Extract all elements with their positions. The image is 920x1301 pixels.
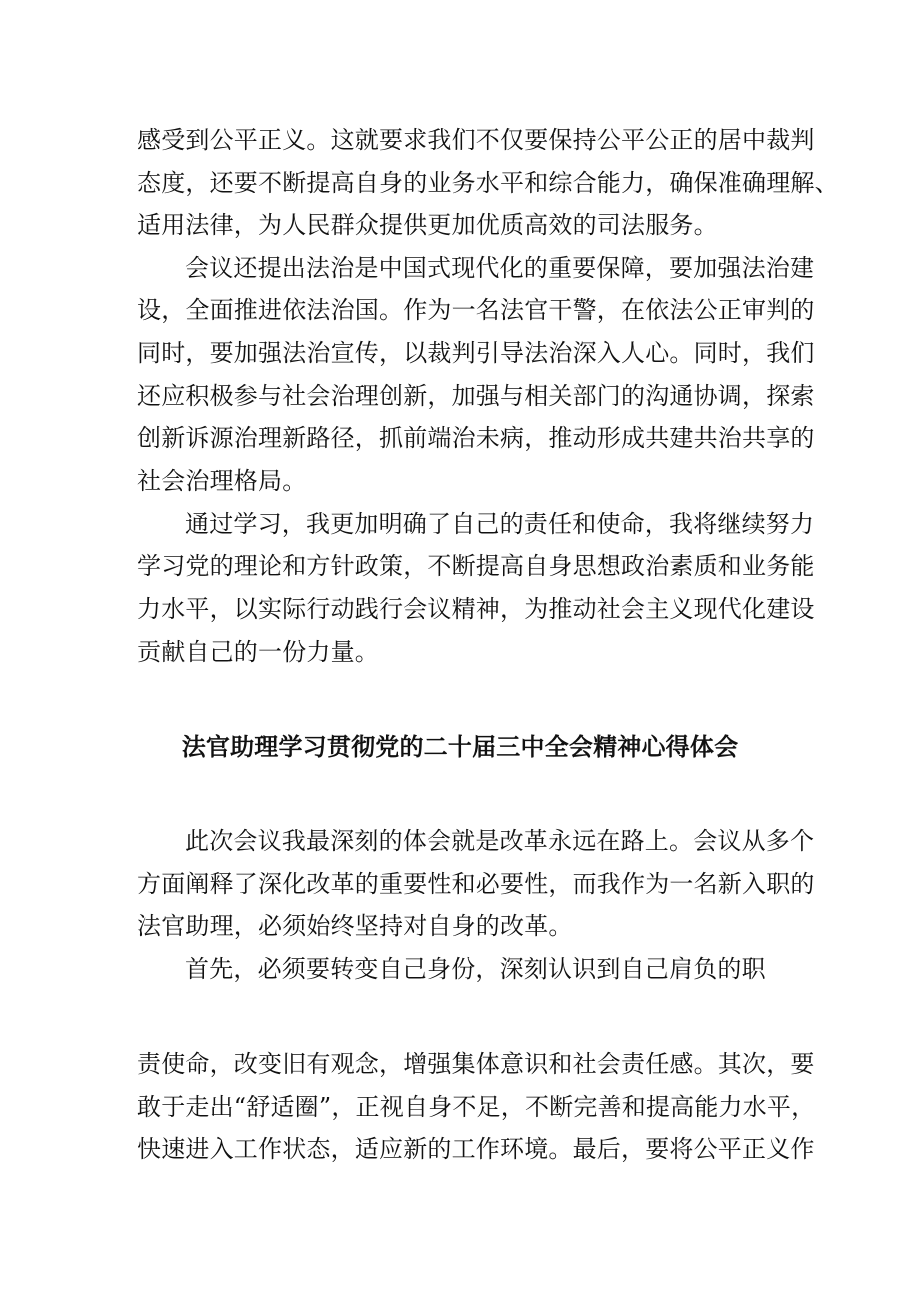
text-line: 学习党的理论和方针政策，不断提高自身思想政治素质和业务能 xyxy=(137,552,815,580)
text-line: 方面阐释了深化改革的重要性和必要性，而我作为一名新入职的 xyxy=(137,870,815,898)
text-line: 同时，要加强法治宣传，以裁判引导法治深入人心。同时，我们 xyxy=(137,339,815,367)
text-line: 感受到公平正义。这就要求我们不仅要保持公平公正的居中裁判 xyxy=(137,126,815,154)
section-title: 法官助理学习贯彻党的二十届三中全会精神心得体会 xyxy=(181,732,739,761)
text-line: 贡献自己的一份力量。 xyxy=(137,638,379,666)
text-line: 态度，还要不断提高自身的业务水平和综合能力，确保准确理解、 xyxy=(137,169,839,197)
text-line: 会议还提出法治是中国式现代化的重要保障，要加强法治建 xyxy=(185,254,815,282)
text-line: 法官助理，必须始终坚持对自身的改革。 xyxy=(137,912,573,940)
text-line: 社会治理格局。 xyxy=(137,467,307,495)
text-line: 此次会议我最深刻的体会就是改革永远在路上。会议从多个 xyxy=(185,827,815,855)
text-line: 首先，必须要转变自己身份，深刻认识到自己肩负的职 xyxy=(185,955,766,983)
text-line: 还应积极参与社会治理创新，加强与相关部门的沟通协调，探索 xyxy=(137,382,815,410)
text-line: 通过学习，我更加明确了自己的责任和使命，我将继续努力 xyxy=(185,510,815,538)
text-line: 适用法律，为人民群众提供更加优质高效的司法服务。 xyxy=(137,211,718,239)
text-line: 力水平，以实际行动践行会议精神，为推动社会主义现代化建设 xyxy=(137,595,815,623)
text-line: 创新诉源治理新路径，抓前端治未病，推动形成共建共治共享的 xyxy=(137,424,815,452)
text-line: 敢于走出“舒适圈”，正视自身不足，不断完善和提高能力水平， xyxy=(137,1093,816,1121)
text-line: 责使命，改变旧有观念，增强集体意识和社会责任感。其次，要 xyxy=(137,1050,815,1078)
text-line: 设，全面推进依法治国。作为一名法官干警，在依法公正审判的 xyxy=(137,296,815,324)
text-line: 快速进入工作状态，适应新的工作环境。最后，要将公平正义作 xyxy=(137,1135,815,1163)
